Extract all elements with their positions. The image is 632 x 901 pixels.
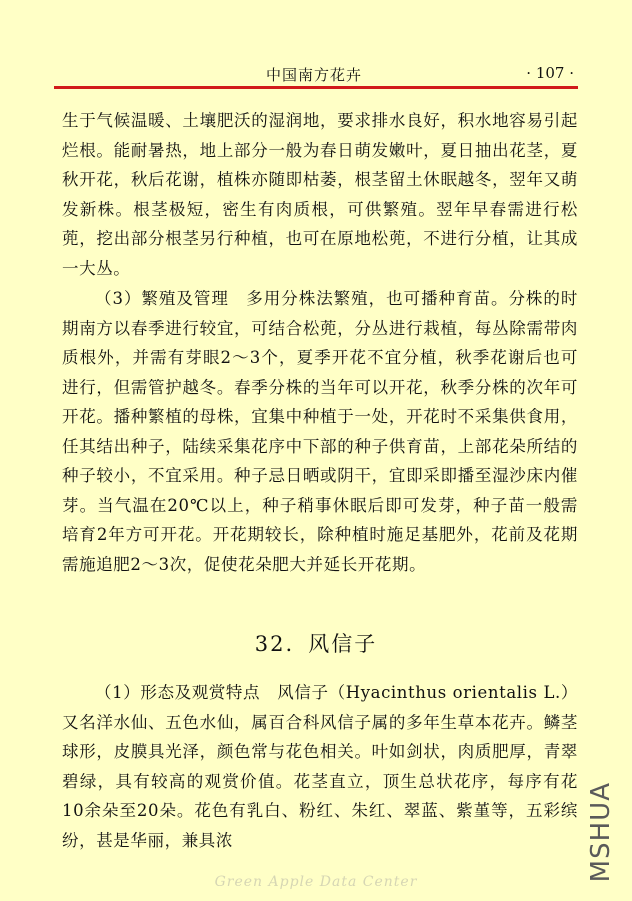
running-header: [54, 60, 578, 86]
section-heading: [0, 628, 632, 658]
body-paragraph: 生于气候温暖、土壤肥沃的湿润地，要求排水良好，积水地容易引起烂根。能耐暑热，地上部分一般为春日萌发嫩叶，夏日抽出花茎，夏秋开花，秋后花谢，植株亦随即枯萎，根茎留土休眠越冬，翌年又萌发新株。根茎极短，密生有肉质根，可供繁殖。翌年早春需进行松蔸，挖出部分根茎另行种植，也可在原地松蔸，不进行分植，让其成一大丛。: [62, 111, 578, 278]
bottom-watermark: Green Apple Data Center: [214, 874, 418, 890]
body-paragraph: （1）形态及观赏特点 风信子（Hyacinthus orientalis L.）又名洋水仙、五色水仙，属百合科风信子属的多年生草本花卉。鳞茎球形，皮膜具光泽，颜色常与花色相关。叶如剑状，肉质肥厚，青翠碧绿，具有较高的观赏价值。花茎直立，顶生总状花序，每序有花10余朵至20朵。花色有乳白、粉红、朱红、翠蓝、紫堇等，五彩缤纷，甚是华丽，兼具浓: [62, 683, 578, 850]
section-title: 风信子: [308, 632, 378, 656]
body-paragraph: （3）繁殖及管理 多用分株法繁殖，也可播种育苗。分株的时期南方以春季进行较宜，可结合松蔸，分丛进行栽植，每丛除需带肉质根外，并需有芽眼2～3个，夏季开花不宜分植，秋季花谢后也可进行，但需管护越冬。春季分株的当年可以开花，秋季分株的次年可开花。播种繁植的母株，宜集中种植于一处，开花时不采集供食用，任其结出种子，陆续采集花序中下部的种子供育苗，上部花朵所结的种子较小，不宜采用。种子忌日晒或阴干，宜即采即播至湿沙床内催芽。当气温在20℃以上，种子稍事休眠后即可发芽，种子苗一般需培育2年方可开花。开花期较长，除种植时施足基肥外，花前及花期需施追肥2～3次，促使花朵肥大并延长开花期。: [62, 289, 578, 574]
side-watermark: MSHUA: [586, 782, 616, 883]
section-number: 32.: [254, 632, 295, 656]
header-rule: [54, 86, 578, 89]
page-number: · 107 ·: [526, 64, 574, 82]
running-header-title: 中国南方花卉: [266, 66, 363, 84]
